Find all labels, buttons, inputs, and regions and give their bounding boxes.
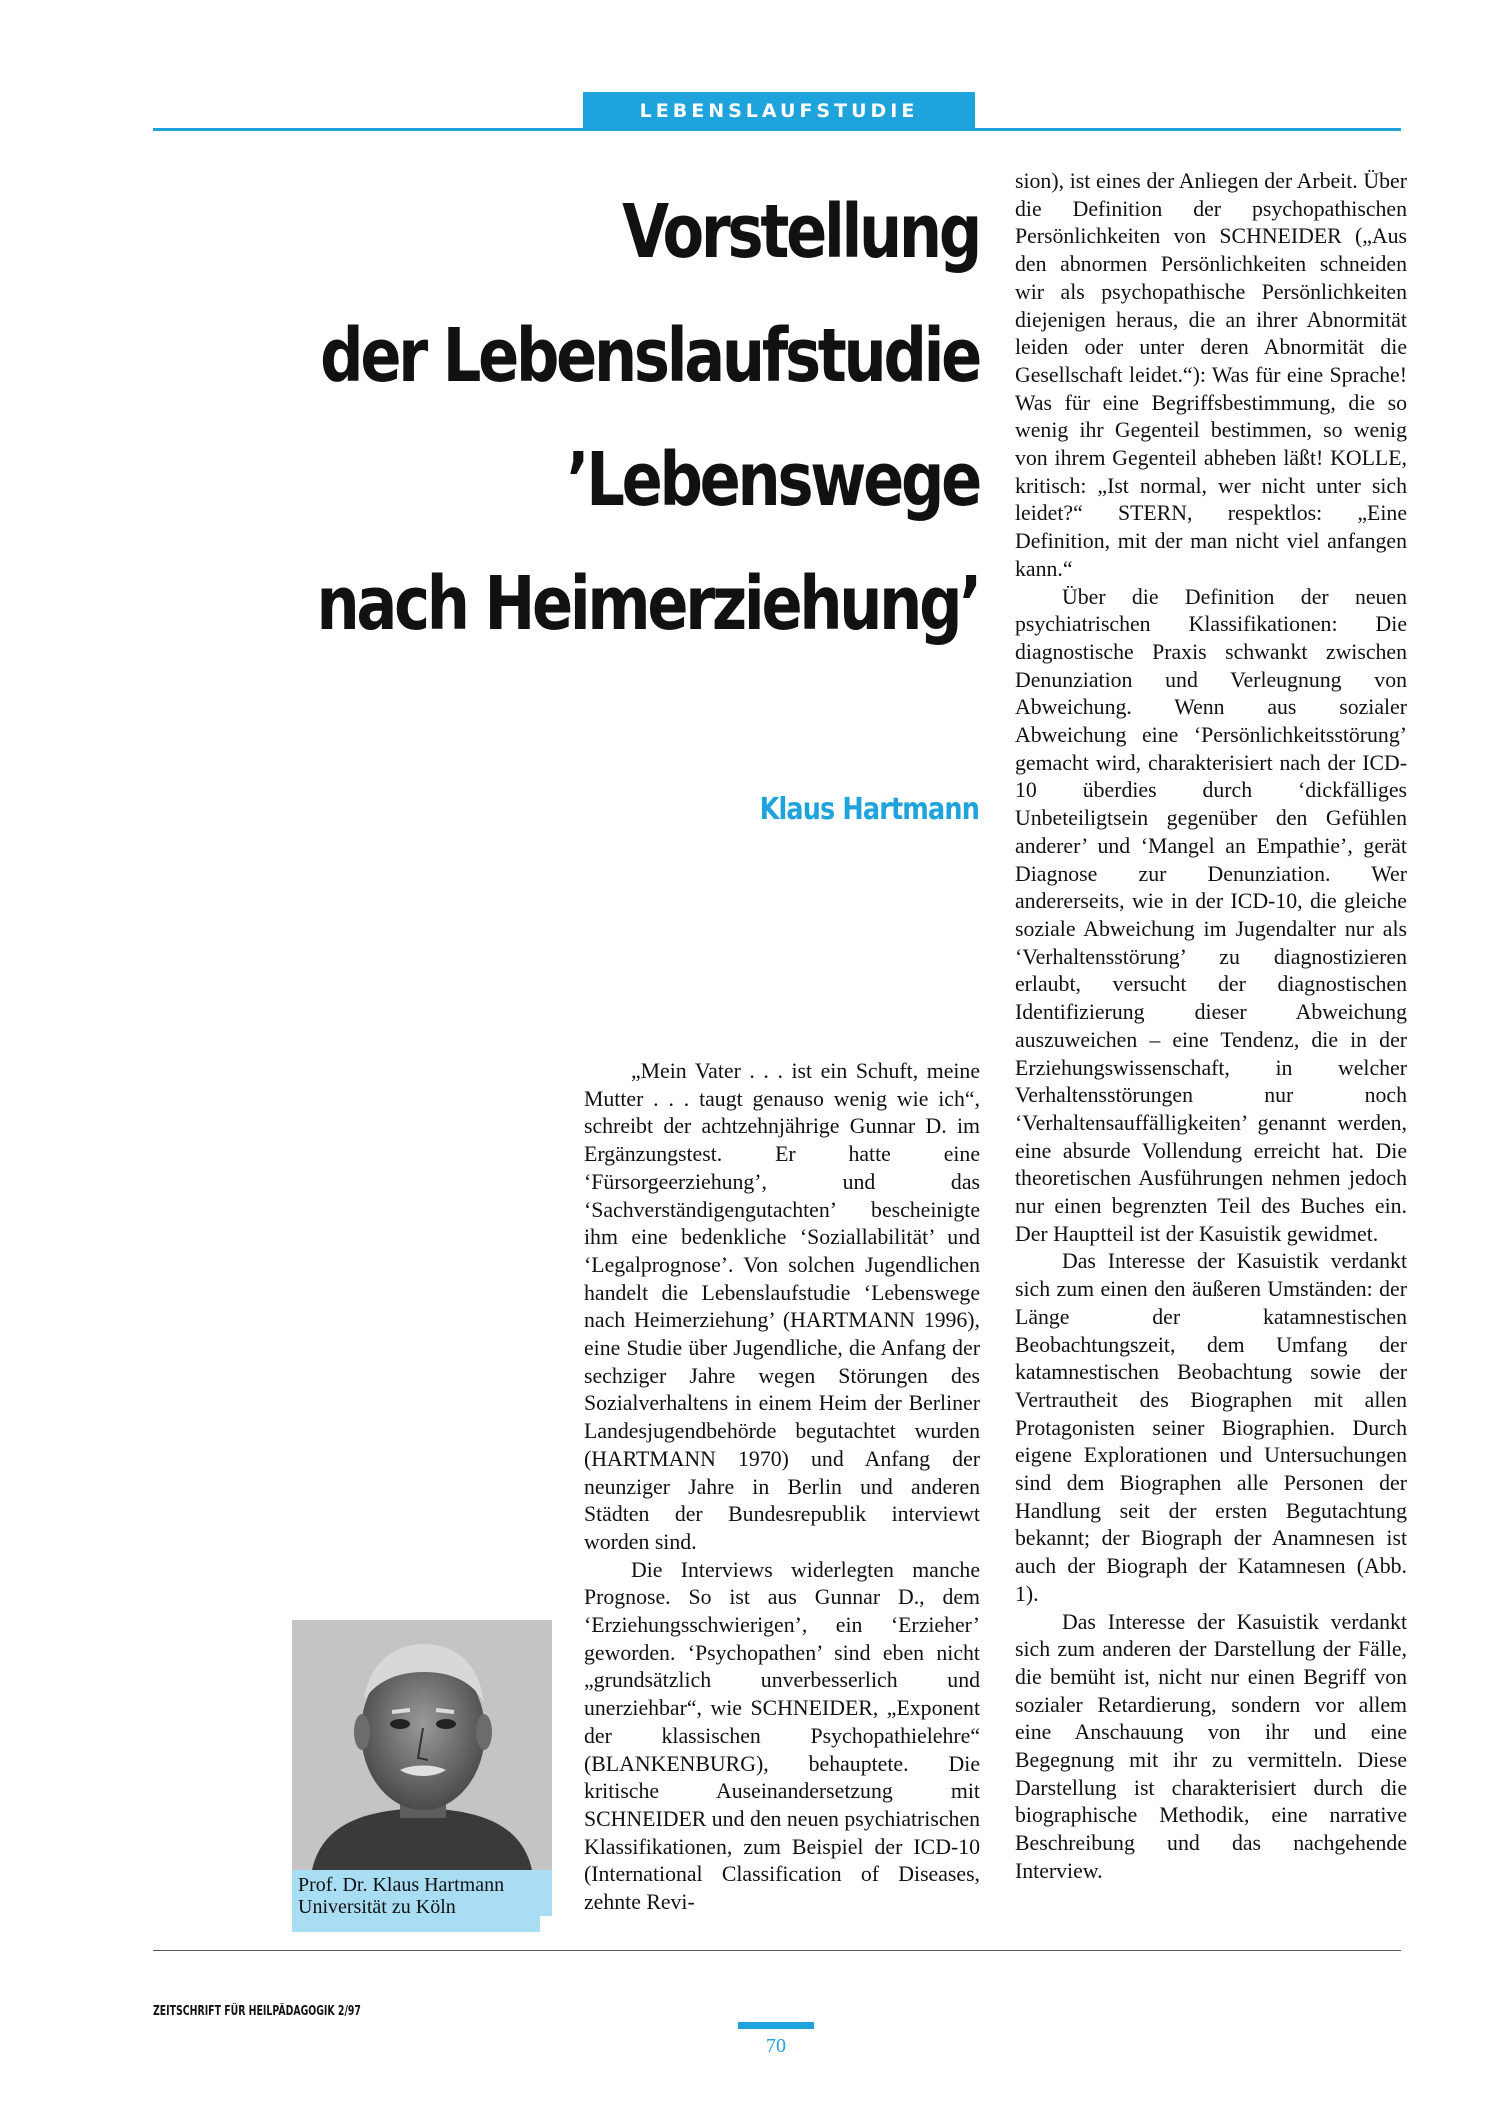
paragraph: Über die Definition der neuen psychiatrischen Klassifikationen: Die diagnostische Praxis schwankt zwischen Denunziation und Verleugnung von Abweichung. Wenn aus sozialer Abweichung eine ‘Persönlichkeitsstörung’ gemacht wird, charakterisiert nach der ICD-10 überdies durch ‘dickfälliges Unbeteiligtsein gegenüber den Gefühlen anderer’ und ‘Mangel an Empathie’, gerät Diagnose zur Denunziation. Wer andererseits, wie in der ICD-10, die gleiche soziale Abweichung im Jugendalter nur als ‘Verhaltensstörung’ zu diagnostizieren erlaubt, versucht der diagnostischen Identifizierung dieser Abweichung auszuweichen – eine Tendenz, die in der Erziehungswissenschaft, in welcher Verhaltensstörungen nur noch ‘Verhaltensauffälligkeiten’ genannt werden, eine absurde Vollendung erreicht hat. Die theoretischen Ausführungen nehmen jedoch nur einen begrenzten Teil des Buches ein. Der Hauptteil ist der Kasuistik gewidmet. — [1015, 584, 1407, 1246]
body-column-middle — [584, 1058, 980, 1917]
page-number-bar — [738, 2022, 814, 2029]
title-line-4: nach Heimerziehung’ — [316, 561, 980, 647]
page-number: 70 — [766, 2035, 786, 2057]
section-header-tab: LEBENSLAUFSTUDIE — [583, 92, 975, 130]
title-line-3: ’Lebenswege — [566, 437, 979, 523]
title-line-2: der Lebenslaufstudie — [320, 313, 979, 399]
footer-rule — [153, 1950, 1401, 1951]
caption-line-1: Prof. Dr. Klaus Hartmann — [298, 1874, 505, 1896]
paragraph: Das Interesse der Kasuistik verdankt sich zum einen den äußeren Umständen: der Länge der katamnestischen Beobachtungszeit, dem Umfang der katamnestischen Beobachtung sowie der Vertrautheit des Biographen mit allen Protagonisten seiner Biographien. Durch eigene Explorationen und Untersuchungen sind dem Biographen alle Personen der Handlung seit der ersten Begutachtung bekannt; der Biograph der Anamnesen ist auch der Biograph der Katamnesen (Abb. 1). — [1015, 1249, 1407, 1606]
body-column-right — [1015, 168, 1407, 1886]
title-line-1: Vorstellung — [622, 189, 979, 275]
caption-accent — [540, 1870, 552, 1916]
portrait-caption — [292, 1870, 540, 1932]
header-rule — [153, 128, 1401, 131]
paragraph: sion), ist eines der Anliegen der Arbeit. Über die Definition der psychopathischen Persönlichkeiten von SCHNEIDER („Aus den abnormen Persönlichkeiten schneiden wir als psychopathische Persönlichkeiten diejenigen heraus, die an ihrer Abnormität leiden oder unter deren Abnormität die Gesellschaft leidet.“): Was für eine Sprache! Was für eine Begriffsbestimmung, die so wenig ihr Gegenteil bestimmen, so wenig von ihrem Gegenteil abheben läßt! KOLLE, kritisch: „Ist normal, wer nicht unter sich leidet?“ STERN, respektlos: „Eine Definition, mit der man nicht viel anfangen kann.“ — [1015, 169, 1407, 581]
author-name: Klaus Hartmann — [759, 792, 979, 827]
caption-line-2: Universität zu Köln — [298, 1896, 456, 1918]
portrait-image — [292, 1620, 552, 1870]
paragraph: Die Interviews widerlegten manche Prognose. So ist aus Gunnar D., dem ‘Erziehungsschwierigen’, ein ‘Erzieher’ geworden. ‘Psychopathen’ sind eben nicht „grundsätzlich unverbesserlich und unerziehbar“, wie SCHNEIDER, „Exponent der klassischen Psychopathielehre“ (BLANKENBURG), behauptete. Die kritische Auseinandersetzung mit SCHNEIDER und den neuen psychiatrischen Klassifikationen, zum Beispiel der ICD-10 (International Classification of Diseases, zehnte Revi- — [584, 1557, 980, 1915]
journal-footer: ZEITSCHRIFT FÜR HEILPÄDAGOGIK 2/97 — [153, 2004, 361, 2019]
paragraph: „Mein Vater . . . ist ein Schuft, meine Mutter . . . taugt genauso wenig wie ich“, schreibt der achtzehnjährige Gunnar D. im Ergänzungstest. Er hatte eine ‘Fürsorgeerziehung’, und das ‘Sachverständigengutachten’ bescheinigte ihm eine bedenkliche ‘Soziallabilität’ und ‘Legalprognose’. Von solchen Jugendlichen handelt die Lebenslaufstudie ‘Lebenswege nach Heimerziehung’ (HARTMANN 1996), eine Studie über Jugendliche, die Anfang der sechziger Jahre wegen Störungen des Sozialverhaltens in einem Heim der Berliner Landesjugendbehörde begutachtet wurden (HARTMANN 1970) und Anfang der neunziger Jahre in Berlin und anderen Städten der Bundesrepublik interviewt worden sind. — [584, 1059, 980, 1554]
author-portrait — [292, 1620, 552, 1870]
article-title — [302, 170, 979, 666]
paragraph: Das Interesse der Kasuistik verdankt sich zum anderen der Darstellung der Fälle, die bemüht ist, nicht nur einen Begriff von sozialer Retardierung, sondern vor allem eine Anschauung von ihr und eine Begegnung mit ihr zu vermitteln. Diese Darstellung ist charakterisiert durch die biographische Methodik, eine narrative Beschreibung und das nachgehende Interview. — [1015, 1609, 1407, 1883]
